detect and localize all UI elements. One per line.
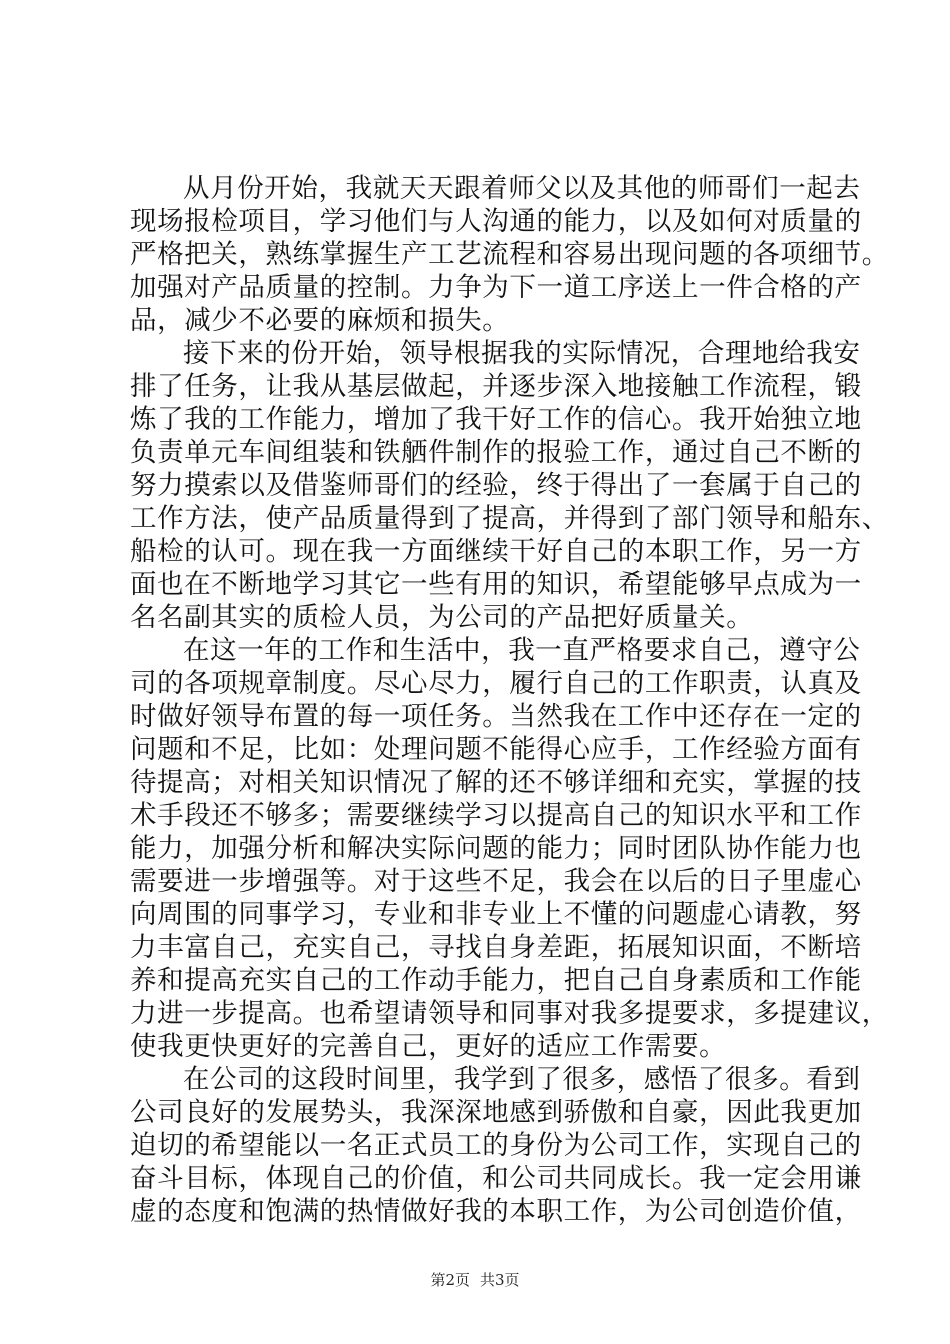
text-line: 能力，加强分析和解决实际问题的能力；同时团队协作能力也	[130, 833, 862, 864]
text-line: 需要进一步增强等。对于这些不足，我会在以后的日子里虚心	[130, 866, 862, 897]
text-line: 在公司的这段时间里，我学到了很多，感悟了很多。看到	[183, 1064, 861, 1095]
text-line: 虚的态度和饱满的热情做好我的本职工作，为公司创造价值，	[130, 1196, 862, 1227]
body-text	[130, 172, 889, 1228]
text-line: 品，减少不必要的麻烦和损失。	[130, 305, 510, 336]
text-line: 司的各项规章制度。尽心尽力，履行自己的工作职责，认真及	[130, 668, 862, 699]
text-line: 面也在不断地学习其它一些有用的知识，希望能够早点成为一	[130, 569, 862, 600]
text-line: 负责单元车间组装和铁舾件制作的报验工作，通过自己不断的	[130, 437, 862, 468]
text-line: 术手段还不够多；需要继续学习以提高自己的知识水平和工作	[130, 800, 862, 831]
text-line: 迫切的希望能以一名正式员工的身份为公司工作，实现自己的	[130, 1130, 862, 1161]
text-line: 养和提高充实自己的工作动手能力，把自己自身素质和工作能	[130, 965, 862, 996]
text-line: 使我更快更好的完善自己，更好的适应工作需要。	[130, 1031, 727, 1062]
text-line: 待提高；对相关知识情况了解的还不够详细和充实，掌握的技	[130, 767, 862, 798]
text-line: 努力摸索以及借鉴师哥们的经验，终于得出了一套属于自己的	[130, 470, 862, 501]
text-line: 力进一步提高。也希望请领导和同事对我多提要求，多提建议，	[130, 998, 889, 1029]
page-footer	[0, 1270, 950, 1290]
text-line: 名名副其实的质检人员，为公司的产品把好质量关。	[130, 602, 754, 633]
text-line: 工作方法，使产品质量得到了提高，并得到了部门领导和船东、	[130, 503, 889, 534]
text-line: 公司良好的发展势头，我深深地感到骄傲和自豪，因此我更加	[130, 1097, 862, 1128]
text-line: 炼了我的工作能力，增加了我干好工作的信心。我开始独立地	[130, 404, 862, 435]
text-line: 从月份开始，我就天天跟着师父以及其他的师哥们一起去	[183, 173, 861, 204]
text-line: 排了任务，让我从基层做起，并逐步深入地接触工作流程，锻	[130, 371, 862, 402]
text-line: 力丰富自己，充实自己，寻找自身差距，拓展知识面，不断培	[130, 932, 862, 963]
text-line: 奋斗目标，体现自己的价值，和公司共同成长。我一定会用谦	[130, 1163, 862, 1194]
text-line: 加强对产品质量的控制。力争为下一道工序送上一件合格的产	[130, 272, 862, 303]
text-line: 向周围的同事学习，专业和非专业上不懂的问题虚心请教，努	[130, 899, 862, 930]
text-line: 严格把关，熟练掌握生产工艺流程和容易出现问题的各项细节。	[130, 239, 889, 270]
text-line: 时做好领导布置的每一项任务。当然我在工作中还存在一定的	[130, 701, 862, 732]
text-line: 接下来的份开始，领导根据我的实际情况，合理地给我安	[183, 338, 861, 369]
text-line: 现场报检项目，学习他们与人沟通的能力，以及如何对质量的	[130, 206, 862, 237]
text-line: 问题和不足，比如：处理问题不能得心应手，工作经验方面有	[130, 734, 862, 765]
text-line: 船检的认可。现在我一方面继续干好自己的本职工作，另一方	[130, 536, 862, 567]
page-number: 第2页	[430, 1271, 470, 1289]
text-line: 在这一年的工作和生活中，我一直严格要求自己，遵守公	[183, 635, 861, 666]
page-total: 共3页	[480, 1271, 520, 1289]
